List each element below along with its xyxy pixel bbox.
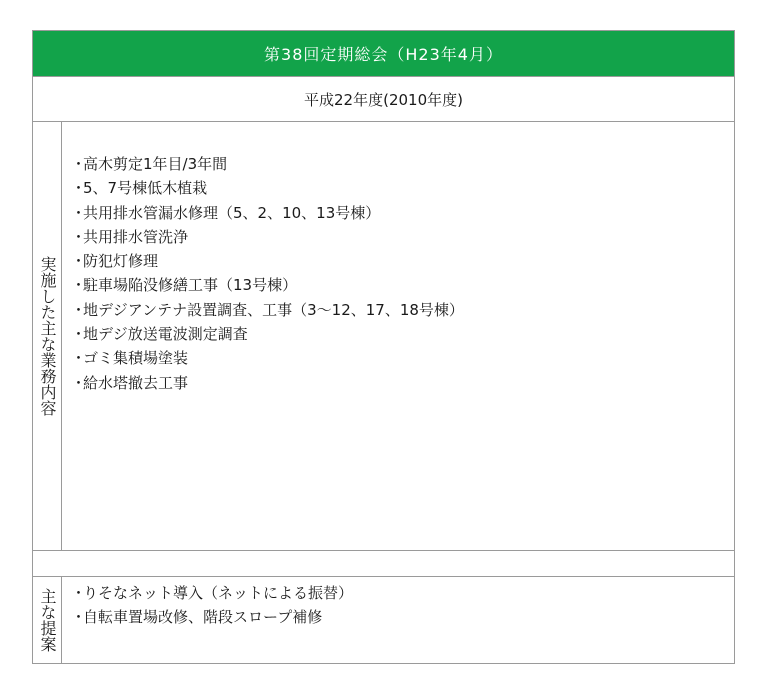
list-item: ・給水塔撤去工事	[71, 373, 189, 392]
list-item: ・5、7号棟低木植栽	[71, 179, 208, 198]
list-item: ・高木剪定1年目/3年間	[71, 155, 228, 173]
proposals-section	[33, 577, 734, 663]
section-spacer	[33, 551, 734, 577]
activities-label: 実施した主な業務内容	[38, 256, 57, 416]
activities-content	[71, 152, 726, 395]
general-meeting-table	[32, 30, 735, 664]
activities-list	[71, 152, 726, 395]
proposals-label: 主な提案	[38, 588, 57, 652]
proposals-label-cell	[33, 577, 62, 663]
list-item: ・共用排水管洗浄	[71, 227, 189, 246]
proposals-list	[71, 581, 726, 630]
list-item: ・りそなネット導入（ネットによる振替）	[71, 584, 354, 602]
list-item: ・自転車置場改修、階段スロープ補修	[71, 608, 323, 627]
list-item: ・地デジアンテナ設置調査、工事（3～12、17、18号棟）	[71, 300, 464, 319]
list-item: ・駐車場陥没修繕工事（13号棟）	[71, 276, 298, 295]
activities-section	[33, 122, 734, 551]
list-item: ・防犯灯修理	[71, 252, 159, 271]
fiscal-year: 平成22年度(2010年度)	[33, 77, 734, 122]
list-item: ・共用排水管漏水修理（5、2、10、13号棟）	[71, 203, 381, 222]
list-item: ・ゴミ集積場塗装	[71, 349, 189, 368]
list-item: ・地デジ放送電波測定調査	[71, 325, 248, 344]
proposals-content	[71, 581, 726, 630]
meeting-title: 第38回定期総会（H23年4月）	[33, 31, 734, 77]
activities-label-cell	[33, 122, 62, 550]
